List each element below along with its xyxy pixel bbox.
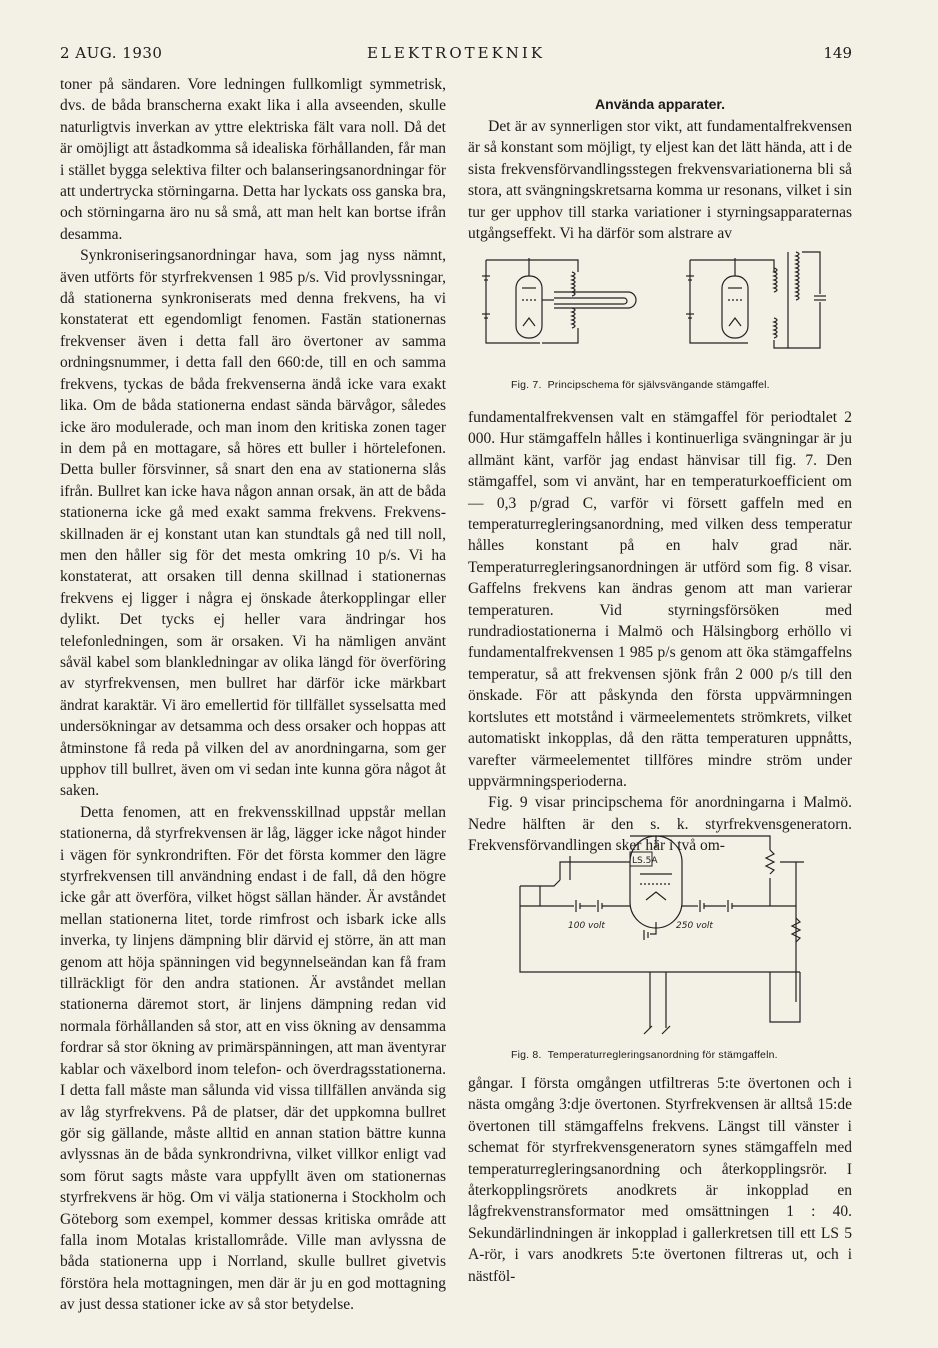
fig7-right-circuit: [686, 252, 826, 348]
fig8-battery-100v: [520, 900, 630, 931]
battery-250-label: 250 volt: [676, 921, 713, 931]
section-heading: Använda apparater.: [595, 96, 725, 112]
paragraph: Det är av synnerligen stor vikt, att fundamentalfrekvensen är så konstant som möjligt, ty eljest kan det lätt hända, att i de sista frekvensförvandlingsstegen frekvensvariationerna bli så stora, att svängningskretsarna komma ur resonans, vilket i sin tur ger upphov till starka variationer i styrningsapparaternas utgångseffekt. Vi ha därför som alstrare av: [468, 118, 852, 243]
fig7-left-circuit: [482, 258, 636, 343]
figure-8-caption: [511, 1049, 778, 1061]
left-column: [60, 74, 446, 1316]
figure-7-caption: [511, 379, 770, 391]
journal-title: ELEKTROTEKNIK: [366, 44, 546, 62]
paragraph: Synkroniseringsanordningar hava, som jag nyss nämnt, även utförts för styrfrekvensen 1 985 p/s. Vid provlyssningar, då stationerna synkroniserats med denna frekvens, ha vi konstaterat ett egendomligt fenomen. Fastän stationernas frekvenser även i detta fall äro övertoner av samma ordningsnummer, i detta fall den 660:de, till en och samma frekvens, tyckas de båda frekvenserna ändå icke vara exakt lika. Om de båda stationerna endast sända bärvågor, således icke äro modulerade, och man inom den kritiska zonen tager in dem på en mottagare, så höres ett buller i hörtelefonen. Detta buller försvinner, så snart den ena av stationerna slås ifrån. Bullret kan icke hava någon annan orsak, än att de båda stationerna icke gå med exakt samma frekvens. Frekvensskillnaden är ej konstant utan kan stundtals gå ned till noll, men den håller sig för det mesta omkring 10 p/s. Vi ha konstaterat, att orsaken till denna skillnad i stationernas frekvens ej ligger i några ej önskade återkopplingar eller dylikt. Det tycks ej heller vara ändringar hos telefonledningen, som är orsaken. Vi ha nämligen använt såväl kabel som blankledningar av olika längd för överföring av styrfrekvensen, men bullret har därför icke märkbart ändrat karaktär. Vi äro emellertid för tillfället sysselsatta med undersökningar av detsamma och dess orsaker och hoppas att åtminstone få reda på vilken del av anordningarna, som ger upphov till bullret, även om vi sedan inte kunna göra något åt saken.: [60, 247, 446, 800]
paragraph: gångar. I första omgången utfiltreras 5:te övertonen och i nästa omgång 3:dje övertonen. Styrfrekvensen är alltså 15:de övertonen till stämgaffelns frekvens. Längst till vänster i schemat för styrfrekvensgeneratorn synes stämgaffeln med temperaturregleringsanordning och återkopplingsrör. I återkopplingsrörets anodkrets är inkopplad en lågfrekvenstransformator med omsättningen 1 : 40. Sekundärlindningen är inkopplad i gallerkretsen till ett LS 5 A-rör, i vars anodkrets 5:te övertonen filtreras ut, och i nästföl-: [468, 1075, 852, 1285]
battery-100-label: 100 volt: [568, 921, 605, 931]
tube-label: LS.5A: [632, 856, 658, 866]
figure-8-schematic: [500, 822, 830, 1040]
paragraph: Fig. 9 visar principschema för anordningarna i Malmö. Nedre hälften är den s. k. styrfrekvensgeneratorn. Frekvensförvandlingen sker här i två om-: [468, 794, 852, 855]
running-header: [60, 44, 852, 68]
right-column-bottom: [468, 1073, 852, 1287]
header-date: 2 AUG. 1930: [60, 44, 163, 62]
figure-7-schematic: [478, 248, 844, 372]
right-column-intro: [468, 116, 852, 244]
paragraph: Detta fenomen, att en frekvensskillnad uppstår mellan stationerna, då styrfrekvensen är låg, lägger icke något hinder i vägen för synkrondriften. För det första kommer den lägre styrfrekvensen till användning endast i de fall, då den högre icke går att överföra, vilket högst sällan händer. Är avståndet mellan stationerna litet, torde rimfrost och isbark icke alls inverka, ty linjens dämpning blir därvid ej större, än att man genom att höja spänningen vid begynnelseändan kan få fram tillräckligt för den andra stationen. Är avståndet mellan stationerna däremot stort, är linjens dämpning redan vid normala förhållanden så stor, att en viss ökning av densamma fordrar så stor ökning av primärspänningen, att man äventyrar kablar och växelbord inom telefon- och överdragsstationerna. I detta fall måste man sålunda vid vissa tillfällen använda sig av låg styrfrekvens. På de platser, där det uppkomna bullret gör sig gällande, måste alltid en annan station bättre kunna avlyssnas än de båda synkrondrivna, vilket villkor enligt vad som förut sagts måste vara uppfyllt även om stationernas styrfrekvens är hög. Om vi välja stationerna i Stockholm och Göteborg som exempel, kommer dessas kritiska område att falla inom Motalas kristallområde. Ville man avlyssna de båda stationerna upp i Norrland, skulle bullret givetvis förstöra hela mottagningen, men där är ju en god mottagning av just dessa stationer icke av så stor betydelse.: [60, 803, 446, 1314]
paragraph: toner på sändaren. Vore ledningen fullkomligt symmetrisk, dvs. de båda branscherna exakt lika i alla avseenden, skulle naturligtvis inverkan av yttre elektriska fält vara noll. Då det är omöjligt att åstadkomma så idealiska förhållanden, får man i stället bygga selektiva filter och balanseringsanordningar för att undertrycka störningarna. Detta har lyckats oss ganska bra, och störningarna äro nu så små, att man helt kan bortse ifrån desamma.: [60, 76, 446, 243]
right-column-middle: [468, 407, 852, 857]
page-number: 149: [823, 44, 852, 62]
figure-8-label: Fig. 8.: [511, 1049, 542, 1061]
figure-7-caption-text: Principschema för självsvängande stämgaffel.: [547, 379, 770, 391]
fig8-tube: [630, 836, 682, 928]
figure-7-label: Fig. 7.: [511, 379, 542, 391]
paragraph: fundamentalfrekvensen valt en stämgaffel för periodtalet 2 000. Hur stämgaffeln hålles i kontinuerliga svängningar är ju allmänt känt, varför jag endast hänvisar till fig. 7. Den stämgaffel, som vi använt, har en temperaturkoefficient om — 0,3 p/grad C, varför vi försett gaffeln med en temperaturregleringsanordning, med vilken dess temperatur hålles konstant på en halv grad när. Temperaturregleringsanordningen är utförd som fig. 8 visar. Gaffelns frekvens kan ändras genom att man varierar temperaturen. Vid styrningsförsöken med rundradiostationerna i Malmö och Hälsingborg erhöllo vi fundamentalfrekvensen 1 985 p/s genom att öka stämgaffelns temperatur, så att frekvensen sjönk från 2 000 p/s till den önskade. För att påskynda den första uppvärmningen kortslutes ett motstånd i värmeelementets strömkrets, vilket automatiskt inkopplas, då den rätta temperaturen uppnåtts, varefter värmeelementet tillföres mindre ström under uppvärmningsperioderna.: [468, 409, 852, 790]
figure-8-caption-text: Temperaturregleringsanordning för stämgaffeln.: [547, 1049, 778, 1061]
fig8-battery-250v: [676, 900, 762, 931]
